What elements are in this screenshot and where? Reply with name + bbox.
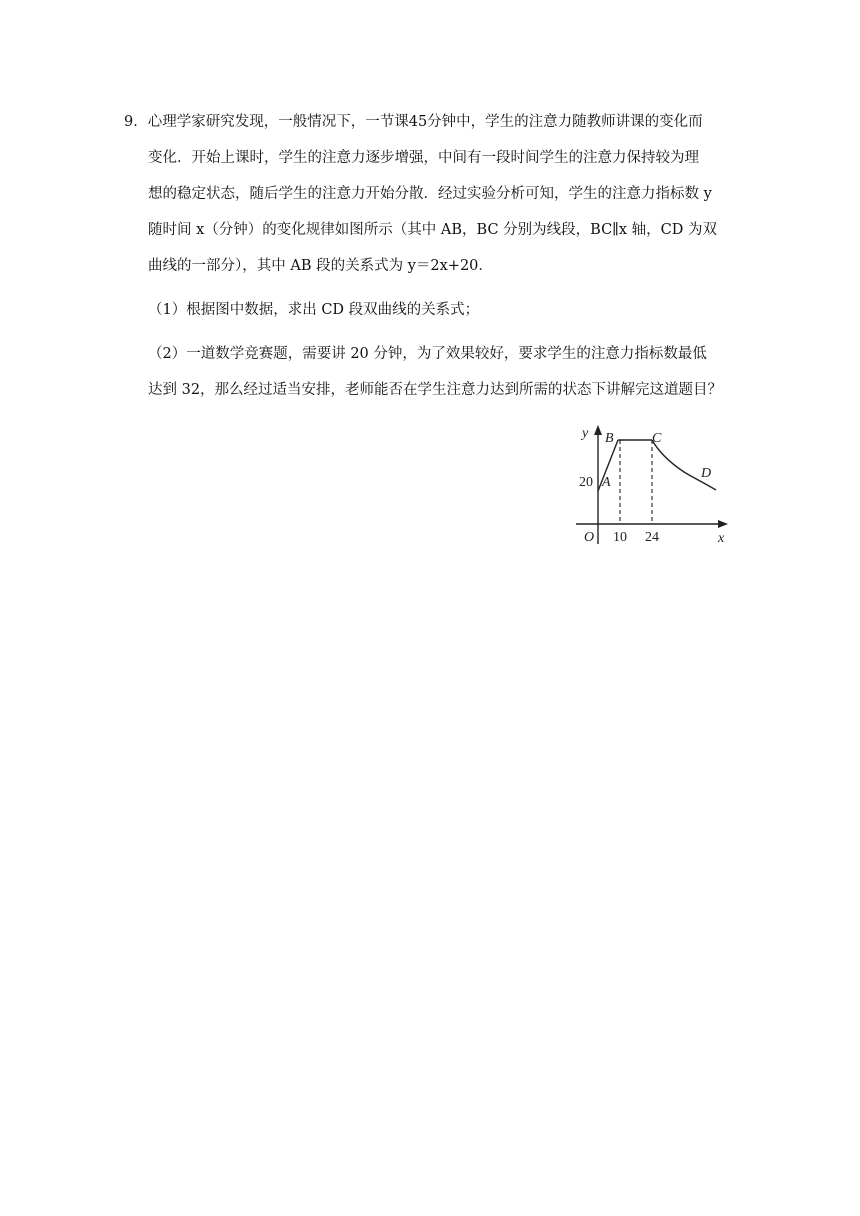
problem-text-line: 心理学家研究发现，一般情况下，一节课45分钟中，学生的注意力随教师讲课的变化而 bbox=[147, 114, 703, 130]
point-label-a: A bbox=[602, 475, 611, 490]
y-axis-arrow bbox=[594, 425, 602, 435]
x-tick-label-24: 24 bbox=[645, 530, 659, 545]
x-axis-arrow bbox=[718, 520, 728, 528]
problem-statement-line-5: 曲线的一部分），其中 AB 段的关系式为 y＝2x+20． bbox=[148, 258, 493, 274]
question-part-1: （1）根据图中数据，求出 CD 段双曲线的关系式； bbox=[148, 302, 480, 318]
y-axis-label: y bbox=[582, 426, 589, 441]
point-label-b: B bbox=[605, 431, 614, 446]
attention-graph-figure bbox=[572, 420, 732, 550]
curve-cd bbox=[652, 440, 716, 490]
point-label-d: D bbox=[701, 466, 712, 481]
point-label-c: C bbox=[652, 431, 662, 446]
y-tick-label-20: 20 bbox=[579, 475, 593, 490]
problem-number: 9． bbox=[124, 114, 148, 130]
x-tick-label-10: 10 bbox=[613, 530, 627, 545]
x-axis-label: x bbox=[718, 531, 725, 546]
question-part-2-line-1: （2）一道数学竞赛题，需要讲 20 分钟，为了效果较好，要求学生的注意力指标数最低 bbox=[148, 346, 707, 362]
problem-9 bbox=[124, 104, 744, 408]
attention-graph bbox=[572, 420, 732, 550]
problem-statement-line-3: 想的稳定状态，随后学生的注意力开始分散．经过实验分析可知，学生的注意力指标数 y bbox=[148, 186, 712, 202]
question-part-2-line-2: 达到 32，那么经过适当安排，老师能否在学生注意力达到所需的状态下讲解完这道题目？ bbox=[148, 382, 723, 398]
origin-label: O bbox=[584, 530, 595, 545]
problem-statement-line-4: 随时间 x（分钟）的变化规律如图所示（其中 AB，BC 分别为线段，BC∥x 轴，CD 为双 bbox=[148, 222, 717, 238]
problem-statement-line-2: 变化．开始上课时，学生的注意力逐步增强，中间有一段时间学生的注意力保持较为理 bbox=[148, 150, 699, 166]
problem-statement-line-1 bbox=[124, 104, 744, 140]
